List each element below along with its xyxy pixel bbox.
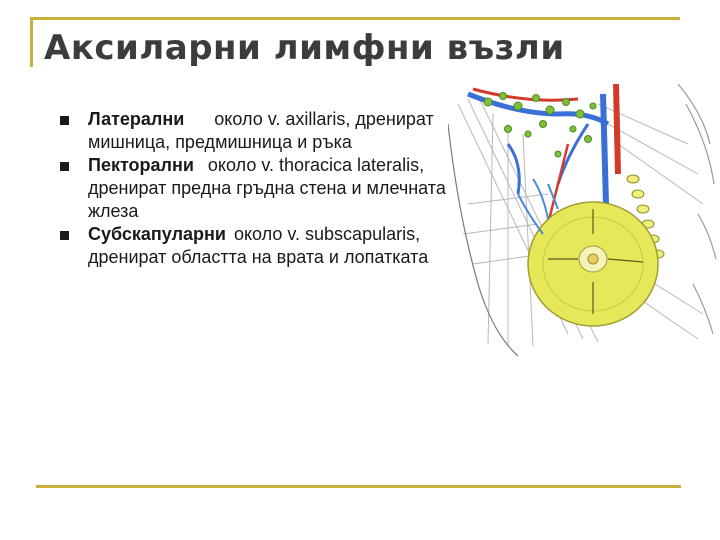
desc-lateral: около v. axillaris, дренират мишница, предмишница и ръка bbox=[88, 109, 434, 152]
desc-pectoral: около v. thoracica lateralis, дренират предна гръдна стена и млечната жлеза bbox=[88, 155, 446, 221]
frame-top-line bbox=[30, 17, 680, 20]
bullet-list bbox=[58, 108, 458, 269]
term-lateral: Латерални bbox=[88, 109, 185, 129]
bullet-square-icon bbox=[60, 231, 69, 240]
bullet-square-icon bbox=[60, 162, 69, 171]
bullet-square-icon bbox=[60, 116, 69, 125]
frame-left-line bbox=[30, 17, 33, 67]
bottom-divider bbox=[36, 485, 681, 488]
bullet-item-subscapular bbox=[58, 223, 458, 269]
term-pectoral: Пекторални bbox=[88, 155, 194, 175]
anatomy-illustration bbox=[448, 84, 718, 356]
term-subscapular: Субскапуларни bbox=[88, 224, 226, 244]
desc-subscapular: около v. subscapularis, дренират областта на врата и лопатката bbox=[88, 224, 429, 267]
slide-title: Аксиларни лимфни възли bbox=[44, 28, 565, 68]
bullet-item-pectoral bbox=[58, 154, 458, 223]
bullet-item-lateral bbox=[58, 108, 458, 154]
